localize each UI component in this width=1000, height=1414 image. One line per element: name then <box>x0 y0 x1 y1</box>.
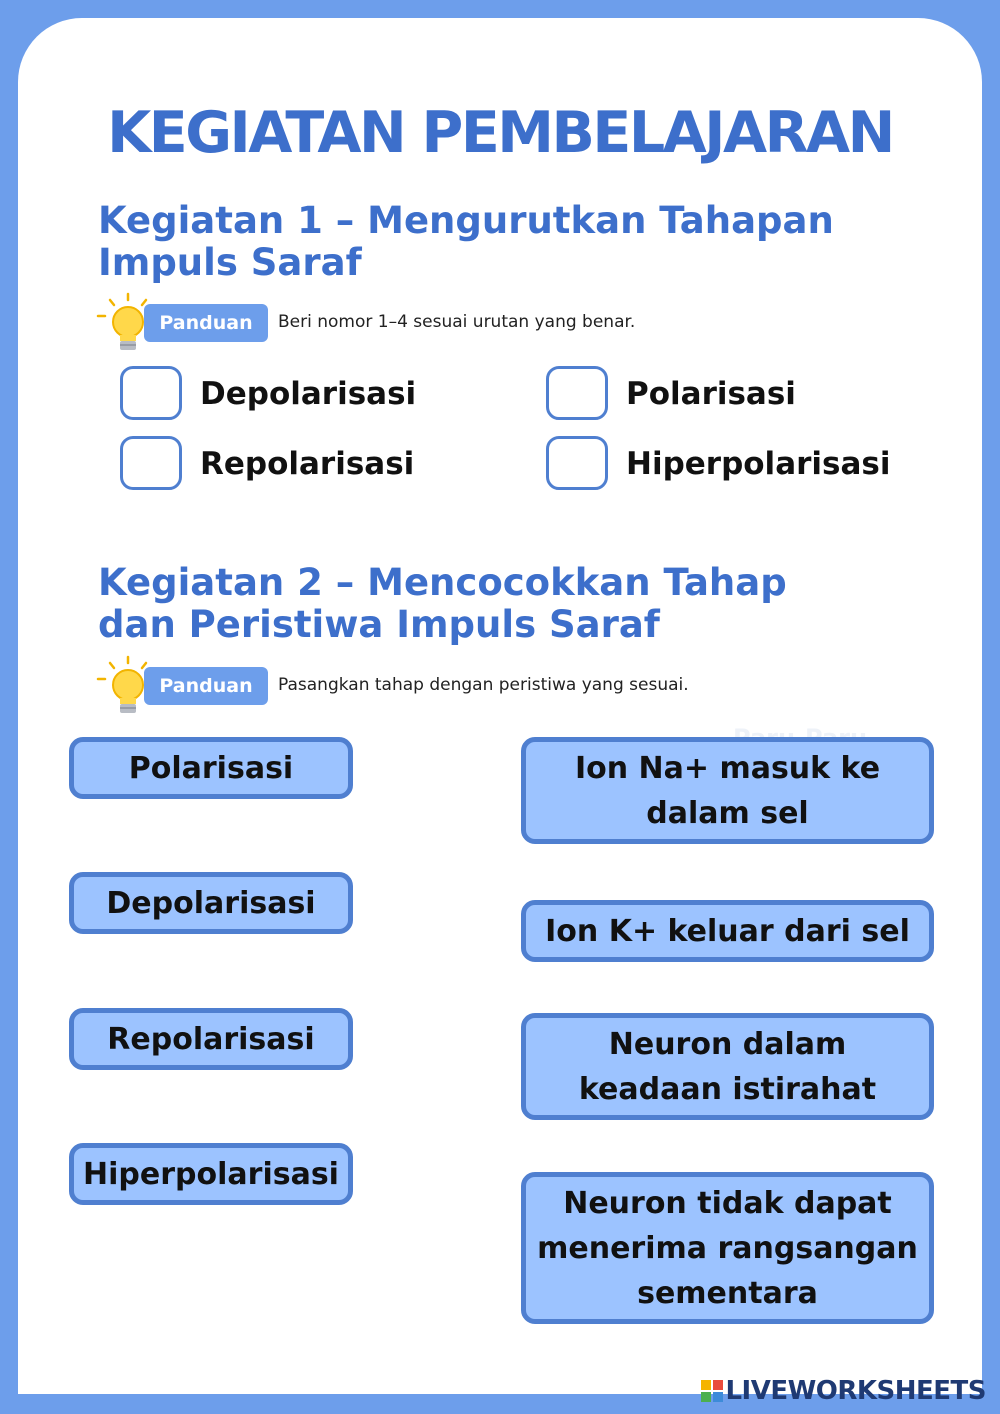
worksheet-page <box>18 18 982 1394</box>
number-input-box[interactable] <box>546 436 608 490</box>
guide-instruction: Beri nomor 1–4 sesuai urutan yang benar. <box>278 312 636 332</box>
ordering-item <box>120 366 480 428</box>
activity-2-title-line1: Kegiatan 2 – Mencocokkan Tahap <box>98 561 787 604</box>
event-card[interactable] <box>521 737 934 844</box>
guide-instruction: Pasangkan tahap dengan peristiwa yang sesuai. <box>278 675 689 695</box>
stage-card-label: Hiperpolarisasi <box>83 1156 339 1192</box>
activity-1-title-line2: Impuls Saraf <box>98 241 362 284</box>
stage-card[interactable] <box>69 737 353 799</box>
ordering-item-label: Repolarisasi <box>200 446 415 482</box>
ordering-item <box>546 436 906 498</box>
stage-card-label: Polarisasi <box>128 750 294 786</box>
stage-card[interactable] <box>69 1008 353 1070</box>
event-card-line: menerima rangsangan <box>537 1230 918 1266</box>
ordering-item-label: Polarisasi <box>626 376 796 412</box>
stage-card-label: Depolarisasi <box>106 885 316 921</box>
activity-1-title <box>98 200 918 284</box>
activity-2-title-line2: dan Peristiwa Impuls Saraf <box>98 603 660 646</box>
stage-card[interactable] <box>69 872 353 934</box>
activity-2-guide <box>96 655 796 705</box>
page-title: KEGIATAN PEMBELAJARAN <box>107 100 893 166</box>
ordering-item-label: Depolarisasi <box>200 376 417 412</box>
event-card[interactable] <box>521 1172 934 1324</box>
event-card-line: Ion K+ keluar dari sel <box>545 913 910 949</box>
activity-1-guide <box>96 292 796 342</box>
guide-badge: Panduan <box>144 667 268 705</box>
brand-name: LIVEWORKSHEETS <box>725 1376 986 1406</box>
stage-card[interactable] <box>69 1143 353 1205</box>
number-input-box[interactable] <box>120 366 182 420</box>
number-input-box[interactable] <box>120 436 182 490</box>
ordering-item-label: Hiperpolarisasi <box>626 446 891 482</box>
event-card[interactable] <box>521 900 934 962</box>
number-input-box[interactable] <box>546 366 608 420</box>
event-card-line: Neuron tidak dapat <box>563 1185 892 1221</box>
stage-card-label: Repolarisasi <box>107 1021 315 1057</box>
event-card-line: sementara <box>637 1275 818 1311</box>
event-card-line: dalam sel <box>646 795 809 831</box>
event-card-line: keadaan istirahat <box>578 1071 877 1107</box>
ordering-item <box>546 366 906 428</box>
liveworksheets-brand <box>701 1376 986 1406</box>
ordering-item <box>120 436 480 498</box>
guide-badge: Panduan <box>144 304 268 342</box>
activity-2-title <box>98 562 918 646</box>
event-card[interactable] <box>521 1013 934 1120</box>
activity-1-title-line1: Kegiatan 1 – Mengurutkan Tahapan <box>98 199 834 242</box>
event-card-line: Neuron dalam <box>608 1026 847 1062</box>
event-card-line: Ion Na+ masuk ke <box>574 750 881 786</box>
liveworksheets-logo-icon <box>701 1380 723 1402</box>
